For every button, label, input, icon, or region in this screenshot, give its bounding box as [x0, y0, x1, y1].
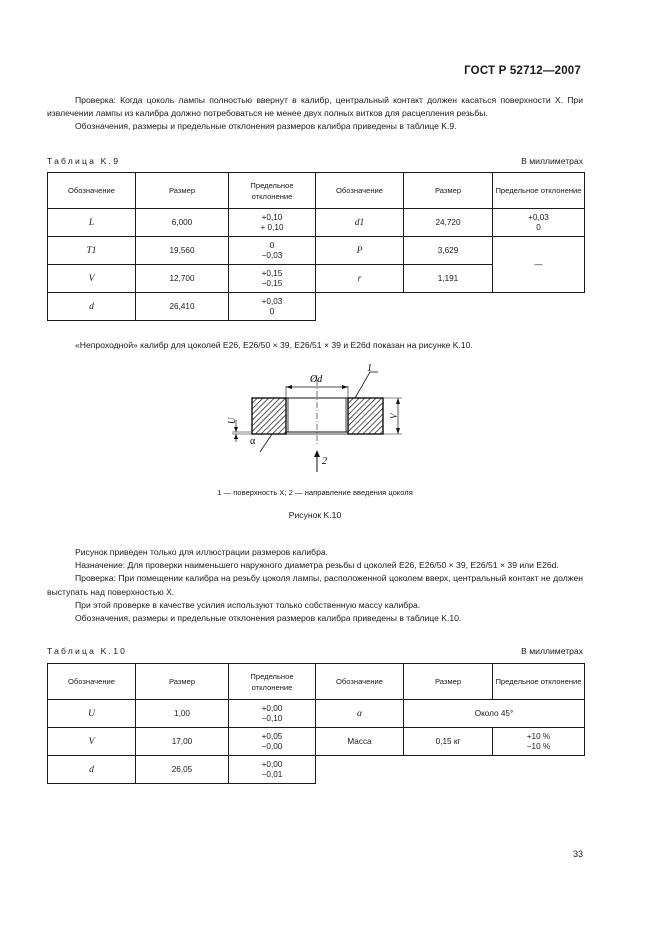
- figure-legend: 1 — поверхность X; 2 — направление введения цоколя: [217, 488, 413, 497]
- alpha-label: α: [250, 436, 256, 447]
- tolerance-cell: 0 −0,03: [229, 237, 316, 265]
- page-number: 33: [572, 849, 583, 859]
- header-designation: Обозначение: [316, 173, 404, 209]
- empty-cell: [316, 756, 585, 784]
- body-paragraph-3: Проверка: При помещении калибра на резьбу цоколя лампы, расположенной цоколем вверх, центральный контакт не должен выступать над поверхностью X.: [47, 573, 583, 597]
- table-header-row: [48, 173, 585, 209]
- table-row: [48, 756, 585, 784]
- arrow-head: [234, 434, 238, 439]
- designation-cell: T1: [48, 237, 136, 265]
- body-text: [47, 546, 583, 625]
- header-size: Размер: [404, 664, 493, 700]
- tolerance-cell: +0,00 −0,01: [229, 756, 316, 784]
- empty-cell: [316, 293, 585, 321]
- size-cell: 24,720: [404, 209, 493, 237]
- gauge-cross-section-figure: [210, 360, 430, 475]
- body-paragraph-4: При этой проверке в качестве усилия используют только собственную массу калибра.: [75, 599, 421, 610]
- table-row: [48, 209, 585, 237]
- header-designation: Обозначение: [316, 664, 404, 700]
- size-cell: 1,191: [404, 265, 493, 293]
- tolerance-cell: —: [493, 237, 585, 293]
- table-k10-caption: Таблица K.10: [47, 646, 128, 656]
- table-k9: [47, 172, 585, 321]
- table-k10-caption-row: [47, 646, 583, 656]
- table-row: [48, 293, 585, 321]
- arrow-head: [396, 398, 400, 404]
- table-row: [48, 728, 585, 756]
- merged-size-cell: Около 45°: [404, 700, 585, 728]
- size-cell: 19,560: [136, 237, 229, 265]
- diameter-label: Ød: [310, 374, 323, 385]
- size-cell: 3,629: [404, 237, 493, 265]
- angle-line: [260, 434, 272, 452]
- table-row: [48, 237, 585, 265]
- designation-cell: d: [48, 293, 136, 321]
- arrow-head: [314, 450, 320, 457]
- header-size: Размер: [404, 173, 493, 209]
- designation-cell: L: [48, 209, 136, 237]
- arrow-head: [342, 385, 348, 389]
- header-designation: Обозначение: [48, 664, 136, 700]
- header-tolerance: Предельное отклонение: [229, 664, 316, 700]
- designation-cell: d1: [316, 209, 404, 237]
- table-header-row: [48, 664, 585, 700]
- tolerance-cell: +0,15 −0,15: [229, 265, 316, 293]
- tolerance-cell: +10 % −10 %: [493, 728, 585, 756]
- callout-2-label: 2: [322, 456, 327, 467]
- table-k10-units: В миллиметрах: [521, 646, 583, 656]
- table-k10: [47, 663, 585, 784]
- tolerance-cell: +0,00 −0,10: [229, 700, 316, 728]
- u-label: U: [227, 417, 237, 424]
- arrow-head: [396, 428, 400, 434]
- tolerance-cell: +0,03 0: [493, 209, 585, 237]
- intro-text: [47, 94, 583, 134]
- size-cell: 17,00: [136, 728, 229, 756]
- size-cell: 1,00: [136, 700, 229, 728]
- table-k9-caption: Таблица K.9: [47, 156, 121, 166]
- designation-cell: α: [316, 700, 404, 728]
- header-tolerance: Предельное отклонение: [493, 664, 585, 700]
- table-row: [48, 700, 585, 728]
- document-id: ГОСТ Р 52712—2007: [464, 65, 581, 77]
- callout-1-label: 1: [367, 363, 372, 374]
- designation-cell: V: [48, 728, 136, 756]
- callout-leader-1: [355, 372, 370, 398]
- designation-cell: d: [48, 756, 136, 784]
- tolerance-cell: +0,05 −0,00: [229, 728, 316, 756]
- figure-caption: Рисунок K.10: [288, 510, 342, 520]
- body-paragraph-2: Назначение: Для проверки наименьшего наружного диаметра резьбы d цоколей E26, E26/50 × 39, E26/51 × 39 или E26d.: [75, 560, 559, 571]
- size-cell: 6,000: [136, 209, 229, 237]
- intro-paragraph-2: Обозначения, размеры и предельные отклонения размеров калибра приведены в таблице K.9.: [75, 121, 457, 132]
- header-size: Размер: [136, 173, 229, 209]
- header-size: Размер: [136, 664, 229, 700]
- designation-cell: P: [316, 237, 404, 265]
- left-section-hatch: [252, 398, 286, 434]
- figure-intro: «Непроходной» калибр для цоколей E26, E26/50 × 39, E26/51 × 39 и E26d показан на рисунке K.10.: [75, 340, 473, 350]
- header-tolerance: Предельное отклонение: [493, 173, 585, 209]
- right-section-hatch: [348, 398, 383, 434]
- intro-paragraph-1: Проверка: Когда цоколь лампы полностью ввернут в калибр, центральный контакт должен касаться поверхности X. При извлечении лампы из калибра должно потребоваться не менее двух полных витков для расцепления резьбы.: [47, 95, 583, 119]
- body-paragraph-5: Обозначения, размеры и предельные отклонения размеров калибра приведены в таблице K.10.: [75, 613, 462, 624]
- table-k9-caption-row: [47, 156, 583, 166]
- header-designation: Обозначение: [48, 173, 136, 209]
- arrow-head: [234, 427, 238, 432]
- designation-cell: U: [48, 700, 136, 728]
- size-cell: 26,05: [136, 756, 229, 784]
- v-label: V: [389, 413, 399, 419]
- size-cell: 12,700: [136, 265, 229, 293]
- body-paragraph-1: Рисунок приведен только для иллюстрации размеров калибра.: [75, 547, 329, 557]
- header-tolerance: Предельное отклонение: [229, 173, 316, 209]
- tolerance-cell: +0,10 + 0,10: [229, 209, 316, 237]
- designation-cell: V: [48, 265, 136, 293]
- size-cell: 26,410: [136, 293, 229, 321]
- designation-cell: r: [316, 265, 404, 293]
- table-k9-units: В миллиметрах: [521, 156, 583, 166]
- designation-cell: Масса: [316, 728, 404, 756]
- tolerance-cell: +0,03 0: [229, 293, 316, 321]
- arrow-head: [286, 385, 292, 389]
- size-cell: 0,15 кг: [404, 728, 493, 756]
